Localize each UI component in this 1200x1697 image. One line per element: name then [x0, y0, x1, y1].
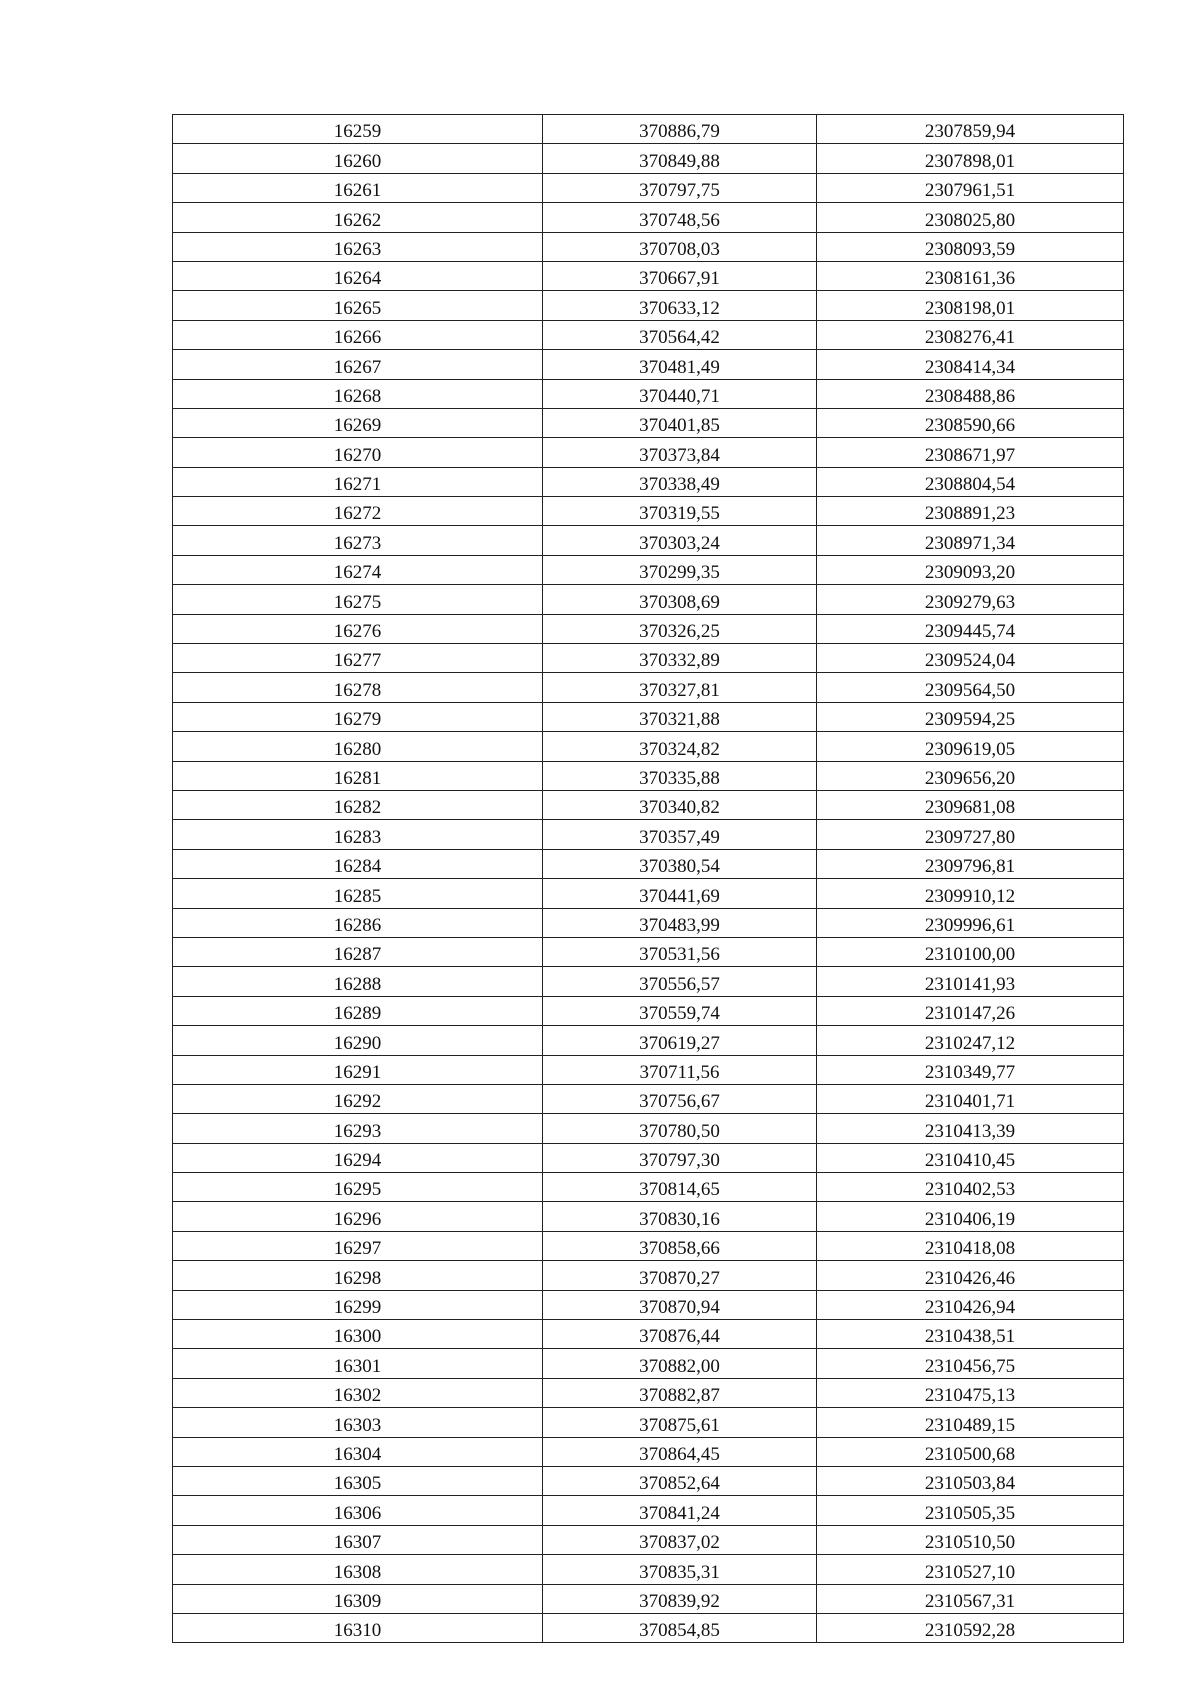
x-coordinate-cell: 370319,55 [543, 497, 817, 526]
point-number-cell: 16265 [173, 291, 543, 320]
table-row [173, 1466, 1124, 1495]
y-coordinate-cell: 2308414,34 [817, 350, 1124, 379]
point-number-cell: 16308 [173, 1555, 543, 1584]
point-number-cell: 16280 [173, 732, 543, 761]
point-number-cell: 16272 [173, 497, 543, 526]
table-row [173, 115, 1124, 144]
x-coordinate-cell: 370839,92 [543, 1584, 817, 1613]
y-coordinate-cell: 2310406,19 [817, 1202, 1124, 1231]
y-coordinate-cell: 2309279,63 [817, 585, 1124, 614]
x-coordinate-cell: 370841,24 [543, 1496, 817, 1525]
x-coordinate-cell: 370335,88 [543, 761, 817, 790]
x-coordinate-cell: 370338,49 [543, 467, 817, 496]
x-coordinate-cell: 370780,50 [543, 1114, 817, 1143]
x-coordinate-cell: 370308,69 [543, 585, 817, 614]
table-row [173, 1202, 1124, 1231]
x-coordinate-cell: 370876,44 [543, 1320, 817, 1349]
table-row [173, 761, 1124, 790]
point-number-cell: 16285 [173, 879, 543, 908]
table-row [173, 291, 1124, 320]
x-coordinate-cell: 370882,87 [543, 1378, 817, 1407]
point-number-cell: 16286 [173, 908, 543, 937]
point-number-cell: 16267 [173, 350, 543, 379]
point-number-cell: 16290 [173, 1026, 543, 1055]
point-number-cell: 16279 [173, 702, 543, 731]
x-coordinate-cell: 370441,69 [543, 879, 817, 908]
x-coordinate-cell: 370870,27 [543, 1261, 817, 1290]
point-number-cell: 16299 [173, 1290, 543, 1319]
y-coordinate-cell: 2308488,86 [817, 379, 1124, 408]
x-coordinate-cell: 370837,02 [543, 1525, 817, 1554]
x-coordinate-cell: 370870,94 [543, 1290, 817, 1319]
x-coordinate-cell: 370321,88 [543, 702, 817, 731]
y-coordinate-cell: 2309445,74 [817, 614, 1124, 643]
point-number-cell: 16260 [173, 144, 543, 173]
x-coordinate-cell: 370797,30 [543, 1143, 817, 1172]
y-coordinate-cell: 2310141,93 [817, 967, 1124, 996]
point-number-cell: 16261 [173, 173, 543, 202]
x-coordinate-cell: 370797,75 [543, 173, 817, 202]
point-number-cell: 16304 [173, 1437, 543, 1466]
y-coordinate-cell: 2309093,20 [817, 555, 1124, 584]
table-row [173, 1378, 1124, 1407]
table-row [173, 908, 1124, 937]
x-coordinate-cell: 370886,79 [543, 115, 817, 144]
y-coordinate-cell: 2310410,45 [817, 1143, 1124, 1172]
coordinates-table-body [173, 115, 1124, 1643]
x-coordinate-cell: 370357,49 [543, 820, 817, 849]
y-coordinate-cell: 2310418,08 [817, 1231, 1124, 1260]
point-number-cell: 16295 [173, 1173, 543, 1202]
point-number-cell: 16302 [173, 1378, 543, 1407]
table-row [173, 1114, 1124, 1143]
point-number-cell: 16288 [173, 967, 543, 996]
point-number-cell: 16297 [173, 1231, 543, 1260]
point-number-cell: 16264 [173, 261, 543, 290]
point-number-cell: 16284 [173, 849, 543, 878]
y-coordinate-cell: 2310147,26 [817, 996, 1124, 1025]
x-coordinate-cell: 370708,03 [543, 232, 817, 261]
x-coordinate-cell: 370327,81 [543, 673, 817, 702]
y-coordinate-cell: 2308804,54 [817, 467, 1124, 496]
coordinates-table [172, 114, 1124, 1643]
x-coordinate-cell: 370373,84 [543, 438, 817, 467]
x-coordinate-cell: 370564,42 [543, 320, 817, 349]
y-coordinate-cell: 2310456,75 [817, 1349, 1124, 1378]
x-coordinate-cell: 370849,88 [543, 144, 817, 173]
table-row [173, 644, 1124, 673]
x-coordinate-cell: 370864,45 [543, 1437, 817, 1466]
point-number-cell: 16303 [173, 1408, 543, 1437]
table-row [173, 673, 1124, 702]
table-row [173, 1290, 1124, 1319]
y-coordinate-cell: 2310475,13 [817, 1378, 1124, 1407]
y-coordinate-cell: 2309727,80 [817, 820, 1124, 849]
table-row [173, 497, 1124, 526]
x-coordinate-cell: 370531,56 [543, 937, 817, 966]
y-coordinate-cell: 2310438,51 [817, 1320, 1124, 1349]
table-row [173, 967, 1124, 996]
table-row [173, 1084, 1124, 1113]
y-coordinate-cell: 2309524,04 [817, 644, 1124, 673]
table-row [173, 1437, 1124, 1466]
point-number-cell: 16294 [173, 1143, 543, 1172]
y-coordinate-cell: 2308971,34 [817, 526, 1124, 555]
y-coordinate-cell: 2309910,12 [817, 879, 1124, 908]
table-row [173, 526, 1124, 555]
table-row [173, 467, 1124, 496]
x-coordinate-cell: 370756,67 [543, 1084, 817, 1113]
x-coordinate-cell: 370852,64 [543, 1466, 817, 1495]
x-coordinate-cell: 370401,85 [543, 408, 817, 437]
table-row [173, 555, 1124, 584]
y-coordinate-cell: 2310426,94 [817, 1290, 1124, 1319]
table-row [173, 1261, 1124, 1290]
point-number-cell: 16275 [173, 585, 543, 614]
x-coordinate-cell: 370440,71 [543, 379, 817, 408]
table-row [173, 996, 1124, 1025]
y-coordinate-cell: 2309594,25 [817, 702, 1124, 731]
x-coordinate-cell: 370875,61 [543, 1408, 817, 1437]
x-coordinate-cell: 370299,35 [543, 555, 817, 584]
y-coordinate-cell: 2310510,50 [817, 1525, 1124, 1554]
x-coordinate-cell: 370835,31 [543, 1555, 817, 1584]
x-coordinate-cell: 370633,12 [543, 291, 817, 320]
table-row [173, 350, 1124, 379]
y-coordinate-cell: 2310100,00 [817, 937, 1124, 966]
y-coordinate-cell: 2309564,50 [817, 673, 1124, 702]
point-number-cell: 16270 [173, 438, 543, 467]
x-coordinate-cell: 370481,49 [543, 350, 817, 379]
y-coordinate-cell: 2308891,23 [817, 497, 1124, 526]
y-coordinate-cell: 2310401,71 [817, 1084, 1124, 1113]
y-coordinate-cell: 2310567,31 [817, 1584, 1124, 1613]
point-number-cell: 16277 [173, 644, 543, 673]
x-coordinate-cell: 370711,56 [543, 1055, 817, 1084]
y-coordinate-cell: 2308671,97 [817, 438, 1124, 467]
point-number-cell: 16274 [173, 555, 543, 584]
point-number-cell: 16263 [173, 232, 543, 261]
point-number-cell: 16271 [173, 467, 543, 496]
x-coordinate-cell: 370830,16 [543, 1202, 817, 1231]
y-coordinate-cell: 2310402,53 [817, 1173, 1124, 1202]
table-row [173, 1584, 1124, 1613]
table-row [173, 1496, 1124, 1525]
y-coordinate-cell: 2307961,51 [817, 173, 1124, 202]
table-row [173, 1613, 1124, 1642]
table-row [173, 790, 1124, 819]
x-coordinate-cell: 370858,66 [543, 1231, 817, 1260]
y-coordinate-cell: 2307859,94 [817, 115, 1124, 144]
y-coordinate-cell: 2309656,20 [817, 761, 1124, 790]
x-coordinate-cell: 370340,82 [543, 790, 817, 819]
table-row [173, 261, 1124, 290]
table-row [173, 173, 1124, 202]
y-coordinate-cell: 2308590,66 [817, 408, 1124, 437]
point-number-cell: 16287 [173, 937, 543, 966]
point-number-cell: 16293 [173, 1114, 543, 1143]
y-coordinate-cell: 2310349,77 [817, 1055, 1124, 1084]
table-row [173, 1143, 1124, 1172]
point-number-cell: 16281 [173, 761, 543, 790]
table-row [173, 438, 1124, 467]
y-coordinate-cell: 2308025,80 [817, 203, 1124, 232]
y-coordinate-cell: 2309796,81 [817, 849, 1124, 878]
table-row [173, 614, 1124, 643]
x-coordinate-cell: 370748,56 [543, 203, 817, 232]
y-coordinate-cell: 2310503,84 [817, 1466, 1124, 1495]
table-row [173, 879, 1124, 908]
x-coordinate-cell: 370332,89 [543, 644, 817, 673]
point-number-cell: 16298 [173, 1261, 543, 1290]
y-coordinate-cell: 2310247,12 [817, 1026, 1124, 1055]
table-row [173, 1231, 1124, 1260]
y-coordinate-cell: 2310426,46 [817, 1261, 1124, 1290]
point-number-cell: 16273 [173, 526, 543, 555]
x-coordinate-cell: 370556,57 [543, 967, 817, 996]
y-coordinate-cell: 2309681,08 [817, 790, 1124, 819]
y-coordinate-cell: 2309996,61 [817, 908, 1124, 937]
x-coordinate-cell: 370326,25 [543, 614, 817, 643]
table-row [173, 1555, 1124, 1584]
table-row [173, 1320, 1124, 1349]
table-row [173, 1055, 1124, 1084]
x-coordinate-cell: 370854,85 [543, 1613, 817, 1642]
table-row [173, 849, 1124, 878]
x-coordinate-cell: 370483,99 [543, 908, 817, 937]
y-coordinate-cell: 2308161,36 [817, 261, 1124, 290]
x-coordinate-cell: 370303,24 [543, 526, 817, 555]
x-coordinate-cell: 370559,74 [543, 996, 817, 1025]
point-number-cell: 16283 [173, 820, 543, 849]
point-number-cell: 16306 [173, 1496, 543, 1525]
table-row [173, 1026, 1124, 1055]
table-row [173, 203, 1124, 232]
point-number-cell: 16307 [173, 1525, 543, 1554]
point-number-cell: 16305 [173, 1466, 543, 1495]
table-row [173, 820, 1124, 849]
table-row [173, 1349, 1124, 1378]
table-row [173, 144, 1124, 173]
y-coordinate-cell: 2310592,28 [817, 1613, 1124, 1642]
x-coordinate-cell: 370619,27 [543, 1026, 817, 1055]
x-coordinate-cell: 370324,82 [543, 732, 817, 761]
point-number-cell: 16282 [173, 790, 543, 819]
point-number-cell: 16262 [173, 203, 543, 232]
point-number-cell: 16301 [173, 1349, 543, 1378]
x-coordinate-cell: 370667,91 [543, 261, 817, 290]
y-coordinate-cell: 2308198,01 [817, 291, 1124, 320]
point-number-cell: 16259 [173, 115, 543, 144]
table-row [173, 1173, 1124, 1202]
point-number-cell: 16300 [173, 1320, 543, 1349]
table-row [173, 702, 1124, 731]
y-coordinate-cell: 2308093,59 [817, 232, 1124, 261]
table-row [173, 937, 1124, 966]
y-coordinate-cell: 2310413,39 [817, 1114, 1124, 1143]
table-row [173, 732, 1124, 761]
y-coordinate-cell: 2309619,05 [817, 732, 1124, 761]
table-row [173, 1408, 1124, 1437]
point-number-cell: 16291 [173, 1055, 543, 1084]
point-number-cell: 16296 [173, 1202, 543, 1231]
point-number-cell: 16268 [173, 379, 543, 408]
point-number-cell: 16310 [173, 1613, 543, 1642]
point-number-cell: 16289 [173, 996, 543, 1025]
table-row [173, 1525, 1124, 1554]
table-row [173, 379, 1124, 408]
point-number-cell: 16309 [173, 1584, 543, 1613]
y-coordinate-cell: 2310500,68 [817, 1437, 1124, 1466]
point-number-cell: 16269 [173, 408, 543, 437]
table-row [173, 320, 1124, 349]
point-number-cell: 16276 [173, 614, 543, 643]
table-row [173, 408, 1124, 437]
y-coordinate-cell: 2308276,41 [817, 320, 1124, 349]
y-coordinate-cell: 2310489,15 [817, 1408, 1124, 1437]
table-row [173, 585, 1124, 614]
y-coordinate-cell: 2307898,01 [817, 144, 1124, 173]
point-number-cell: 16266 [173, 320, 543, 349]
point-number-cell: 16278 [173, 673, 543, 702]
x-coordinate-cell: 370882,00 [543, 1349, 817, 1378]
x-coordinate-cell: 370814,65 [543, 1173, 817, 1202]
table-row [173, 232, 1124, 261]
point-number-cell: 16292 [173, 1084, 543, 1113]
y-coordinate-cell: 2310527,10 [817, 1555, 1124, 1584]
y-coordinate-cell: 2310505,35 [817, 1496, 1124, 1525]
x-coordinate-cell: 370380,54 [543, 849, 817, 878]
